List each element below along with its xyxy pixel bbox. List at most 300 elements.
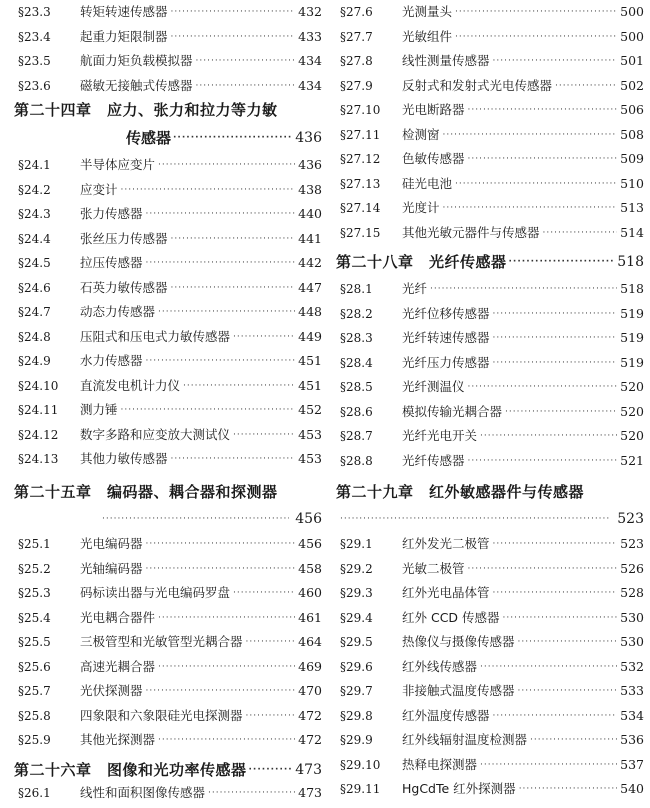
dot-leader [158, 655, 295, 679]
page-number: 432 [298, 4, 322, 19]
chapter-heading[interactable] [14, 98, 322, 122]
section-number: §24.1 [18, 158, 51, 172]
page-number: 520 [620, 428, 644, 443]
toc-entry[interactable] [14, 276, 322, 300]
section-title: 光纤测温仪 [402, 379, 465, 394]
section-title: 石英力敏传感器 [80, 279, 168, 295]
dot-leader [455, 25, 617, 49]
page-number: 509 [620, 151, 644, 166]
section-title: 三极管型和光敏管型光耦合器 [80, 634, 243, 649]
page-number: 534 [620, 707, 644, 723]
chapter-heading[interactable] [14, 758, 322, 782]
section-number: §24.12 [18, 427, 59, 442]
dot-leader [158, 728, 295, 752]
section-number: §25.6 [18, 659, 51, 674]
page-number: 456 [295, 511, 322, 527]
page-number: 472 [298, 732, 322, 747]
toc-entry[interactable] [336, 449, 644, 473]
section-title: 转矩转速传感器 [80, 4, 168, 19]
section-title: 动态力传感器 [80, 304, 156, 319]
section-number: §25.9 [18, 733, 51, 747]
chapter-heading[interactable] [336, 250, 644, 274]
dot-leader [340, 507, 611, 531]
section-number: §24.11 [18, 403, 59, 417]
page-number: 519 [620, 305, 644, 321]
section-title: 线性测量传感器 [402, 53, 490, 68]
section-number: §29.11 [340, 782, 381, 796]
page-number: 506 [620, 102, 644, 117]
toc-entry[interactable] [336, 0, 644, 24]
page-number: 460 [298, 585, 322, 600]
dot-leader [146, 251, 296, 275]
dot-leader [493, 351, 618, 375]
dot-leader [146, 202, 296, 226]
section-number: §25.2 [18, 561, 51, 576]
chapter-heading-continued[interactable] [14, 126, 322, 150]
section-number: §23.3 [18, 5, 51, 19]
page-number: 510 [620, 175, 644, 191]
toc-entry[interactable] [14, 606, 322, 630]
dot-leader [121, 178, 296, 202]
section-number: §27.14 [340, 201, 381, 215]
page-number: 536 [620, 732, 644, 747]
toc-entry[interactable] [14, 374, 322, 398]
toc-entry[interactable] [336, 679, 644, 703]
section-title: 光电断路器 [402, 102, 465, 117]
toc-entry[interactable] [14, 781, 322, 805]
toc-entry[interactable] [336, 123, 644, 147]
section-title: 张力传感器 [80, 206, 143, 221]
toc-entry[interactable] [336, 704, 644, 728]
section-number: §29.4 [340, 610, 373, 625]
toc-entry[interactable] [14, 728, 322, 752]
page-number: 513 [620, 200, 644, 215]
chapter-title: 第二十五章 编码器、耦合器和探测器 [14, 483, 278, 501]
page-number: 523 [617, 511, 644, 527]
toc-entry[interactable] [336, 351, 644, 375]
dot-leader [146, 349, 296, 373]
dot-leader [509, 250, 616, 274]
dot-leader [555, 74, 617, 98]
toc-entry[interactable] [336, 557, 644, 581]
section-title: 红外线辐射温度检测器 [402, 732, 528, 747]
section-number: §28.3 [340, 331, 373, 345]
dot-leader [493, 704, 618, 728]
toc-entry[interactable] [336, 49, 644, 73]
section-title: 其他力敏传感器 [80, 451, 168, 466]
section-title: 其他光敏元器件与传感器 [402, 224, 540, 240]
dot-leader [146, 679, 296, 703]
dot-leader [171, 227, 296, 251]
chapter-title: 第二十八章 光纤传感器 [336, 253, 507, 271]
section-number: §29.8 [340, 708, 373, 723]
dot-leader [455, 0, 617, 24]
page-number: 464 [298, 634, 322, 649]
section-title: 起重力矩限制器 [80, 28, 168, 44]
toc-entry[interactable] [14, 251, 322, 275]
section-title: 光纤压力传感器 [402, 354, 490, 370]
page-number: 447 [298, 279, 322, 295]
section-title: 模拟传输光耦合器 [402, 403, 503, 419]
toc-entry[interactable] [336, 581, 644, 605]
section-number: §29.10 [340, 757, 381, 772]
section-title: 拉压传感器 [80, 255, 143, 270]
page-number: 470 [298, 683, 322, 698]
section-title: 其他光探测器 [80, 732, 156, 747]
toc-entry[interactable] [14, 630, 322, 654]
section-number: §29.6 [340, 659, 373, 674]
toc-entry[interactable] [14, 0, 322, 24]
toc-entry[interactable] [336, 221, 644, 245]
toc-entry[interactable] [14, 679, 322, 703]
page-number: 433 [298, 28, 322, 44]
dot-leader [493, 532, 618, 556]
dot-leader [543, 221, 618, 245]
dot-leader [443, 196, 618, 220]
toc-entry[interactable] [14, 557, 322, 581]
section-title: HgCdTe 红外探测器 [402, 781, 516, 796]
page-number: 461 [298, 609, 322, 625]
toc-entry[interactable] [14, 49, 322, 73]
dot-leader [468, 375, 618, 399]
dot-leader [493, 326, 618, 350]
chapter-heading[interactable] [336, 480, 644, 504]
section-title: 测力锤 [80, 402, 118, 417]
section-title: 红外线传感器 [402, 658, 478, 674]
section-number: §27.6 [340, 5, 373, 19]
section-number: §29.7 [340, 684, 373, 698]
section-title: 非接触式温度传感器 [402, 683, 515, 698]
page-number: 500 [620, 4, 644, 19]
section-title: 光纤位移传感器 [402, 305, 490, 321]
section-title: 硅光电池 [402, 175, 453, 191]
dot-leader [246, 704, 296, 728]
section-title: 张丝压力传感器 [80, 230, 168, 246]
toc-entry[interactable] [14, 532, 322, 556]
toc-entry[interactable] [336, 147, 644, 171]
dot-leader [171, 276, 296, 300]
toc-entry[interactable] [336, 196, 644, 220]
page-number: 441 [298, 230, 322, 246]
page-number: 533 [620, 683, 644, 698]
toc-entry[interactable] [14, 153, 322, 177]
section-number: §27.13 [340, 176, 381, 191]
section-number: §23.4 [18, 29, 51, 44]
section-title: 色敏传感器 [402, 151, 465, 166]
section-title: 热像仪与摄像传感器 [402, 634, 515, 649]
section-title: 检测窗 [402, 126, 440, 142]
section-title: 航面力矩负载模拟器 [80, 53, 193, 68]
toc-entry[interactable] [336, 400, 644, 424]
dot-leader [493, 49, 618, 73]
toc-entry[interactable] [14, 349, 322, 373]
page-number: 501 [620, 53, 644, 68]
toc-entry[interactable] [336, 172, 644, 196]
dot-leader [196, 74, 296, 98]
dot-leader [503, 606, 618, 630]
section-number: §29.9 [340, 733, 373, 747]
page-number: 434 [298, 53, 322, 68]
dot-leader [158, 606, 295, 630]
page-number: 540 [620, 781, 644, 796]
section-title: 红外温度传感器 [402, 707, 490, 723]
dot-leader [519, 777, 617, 801]
section-number: §24.10 [18, 378, 59, 393]
page-number: 452 [298, 402, 322, 417]
section-number: §27.15 [340, 225, 381, 240]
section-number: §23.5 [18, 54, 51, 68]
section-number: §28.5 [340, 380, 373, 394]
page-number: 518 [617, 254, 644, 270]
dot-leader [480, 753, 617, 777]
section-title: 光纤传感器 [402, 452, 465, 468]
chapter-page-line[interactable] [336, 507, 644, 531]
dot-leader [246, 630, 296, 654]
dot-leader [480, 424, 617, 448]
toc-entry[interactable] [14, 202, 322, 226]
dot-leader [171, 447, 296, 471]
dot-leader [530, 728, 617, 752]
page-number: 520 [620, 379, 644, 394]
page-number: 537 [620, 756, 644, 772]
page-number: 448 [298, 304, 322, 319]
section-title: 四象限和六象限硅光电探测器 [80, 707, 243, 723]
page-number: 453 [298, 426, 322, 442]
section-title: 半导体应变片 [80, 157, 156, 172]
section-title: 磁敏无接触式传感器 [80, 77, 193, 93]
toc-entry[interactable] [336, 375, 644, 399]
page-number: 528 [620, 585, 644, 600]
section-title: 光度计 [402, 200, 440, 215]
section-title: 红外光电晶体管 [402, 585, 490, 600]
section-number: §26.1 [18, 786, 51, 800]
page-number: 451 [298, 377, 322, 393]
toc-entry[interactable] [14, 447, 322, 471]
page-number: 449 [298, 328, 322, 344]
dot-leader [183, 374, 295, 398]
section-title: 高速光耦合器 [80, 658, 156, 674]
page-number: 436 [295, 130, 322, 146]
section-number: §24.4 [18, 231, 51, 246]
toc-entry[interactable] [336, 302, 644, 326]
dot-leader [249, 758, 294, 782]
section-title: 数字多路和应变放大测试仪 [80, 426, 231, 442]
page-number: 442 [298, 255, 322, 270]
dot-leader [468, 449, 618, 473]
page-number: 440 [298, 206, 322, 221]
section-title: 压阻式和压电式力敏传感器 [80, 328, 231, 344]
section-number: §25.1 [18, 537, 51, 551]
section-number: §25.8 [18, 708, 51, 723]
page-number: 502 [620, 77, 644, 93]
section-title: 红外发光二极管 [402, 536, 490, 551]
dot-leader [518, 679, 618, 703]
page-number: 473 [298, 785, 322, 800]
chapter-title: 传感器 [126, 129, 172, 147]
section-title: 反射式和发射式光电传感器 [402, 77, 553, 93]
dot-leader [468, 147, 618, 171]
section-number: §24.9 [18, 354, 51, 368]
section-title: 光纤 [402, 281, 428, 296]
section-title: 水力传感器 [80, 353, 143, 368]
section-number: §27.12 [340, 152, 381, 166]
toc-entry[interactable] [336, 606, 644, 630]
page-number: 451 [298, 353, 322, 368]
section-title: 直流发电机计力仪 [80, 377, 181, 393]
dot-leader [233, 423, 295, 447]
section-number: §23.6 [18, 78, 51, 93]
section-number: §28.2 [340, 306, 373, 321]
toc-entry[interactable] [336, 25, 644, 49]
section-number: §25.5 [18, 635, 51, 649]
dot-leader [146, 532, 296, 556]
chapter-heading[interactable] [14, 480, 322, 504]
section-title: 光轴编码器 [80, 560, 143, 576]
page-number: 520 [620, 403, 644, 419]
chapter-page-line[interactable] [14, 507, 322, 531]
toc-entry[interactable] [336, 728, 644, 752]
section-number: §27.8 [340, 54, 373, 68]
page-number: 523 [620, 536, 644, 551]
section-number: §24.7 [18, 305, 51, 319]
dot-leader [493, 581, 618, 605]
dot-leader [430, 277, 617, 301]
toc-entry[interactable] [14, 300, 322, 324]
section-number: §24.6 [18, 280, 51, 295]
toc-entry[interactable] [14, 25, 322, 49]
section-number: §29.2 [340, 561, 373, 576]
toc-entry[interactable] [336, 753, 644, 777]
section-title: 光电编码器 [80, 536, 143, 551]
section-title: 光敏二极管 [402, 560, 465, 576]
section-title: 应变计 [80, 181, 118, 197]
toc-entry[interactable] [14, 581, 322, 605]
page-number: 436 [298, 157, 322, 172]
section-number: §29.5 [340, 635, 373, 649]
section-number: §25.4 [18, 610, 51, 625]
page-number: 514 [620, 224, 644, 240]
toc-entry[interactable] [336, 655, 644, 679]
toc-entry[interactable] [336, 277, 644, 301]
section-number: §28.4 [340, 355, 373, 370]
dot-leader [468, 557, 618, 581]
dot-leader [233, 581, 295, 605]
page-number: 530 [620, 634, 644, 649]
toc-entry[interactable] [336, 98, 644, 122]
toc-entry[interactable] [336, 532, 644, 556]
section-title: 红外 CCD 传感器 [402, 609, 500, 625]
dot-leader [171, 0, 296, 24]
dot-leader [443, 123, 618, 147]
page-number: 526 [620, 560, 644, 576]
toc-entry[interactable] [336, 424, 644, 448]
dot-leader [158, 300, 295, 324]
dot-leader [196, 49, 296, 73]
toc-entry[interactable] [14, 423, 322, 447]
page-number: 473 [295, 762, 322, 778]
toc-entry[interactable] [336, 74, 644, 98]
section-number: §24.13 [18, 452, 59, 466]
page-number: 469 [298, 658, 322, 674]
toc-entry[interactable] [14, 398, 322, 422]
section-number: §24.5 [18, 256, 51, 270]
page-number: 472 [298, 707, 322, 723]
dot-leader [158, 153, 295, 177]
dot-leader [102, 507, 289, 531]
toc-entry[interactable] [336, 630, 644, 654]
dot-leader [493, 302, 618, 326]
chapter-title: 第二十九章 红外敏感器件与传感器 [336, 483, 585, 501]
dot-leader [518, 630, 618, 654]
section-title: 光纤光电开关 [402, 428, 478, 443]
toc-entry[interactable] [14, 325, 322, 349]
section-number: §25.3 [18, 586, 51, 600]
section-number: §27.10 [340, 103, 381, 117]
chapter-title: 第二十四章 应力、张力和拉力等力敏 [14, 101, 278, 119]
page-number: 508 [620, 126, 644, 142]
page-number: 518 [620, 281, 644, 296]
dot-leader [146, 557, 296, 581]
dot-leader [468, 98, 618, 122]
section-title: 光测量头 [402, 4, 453, 19]
section-number: §24.8 [18, 329, 51, 344]
page-number: 458 [298, 560, 322, 576]
toc-entry[interactable] [14, 655, 322, 679]
page-number: 519 [620, 354, 644, 370]
toc-entry[interactable] [14, 227, 322, 251]
section-title: 光纤转速传感器 [402, 330, 490, 345]
page-number: 519 [620, 330, 644, 345]
section-title: 光敏组件 [402, 28, 453, 44]
toc-entry[interactable] [336, 326, 644, 350]
section-number: §24.2 [18, 182, 51, 197]
dot-leader [173, 126, 293, 150]
section-title: 热释电探测器 [402, 756, 478, 772]
dot-leader [233, 325, 295, 349]
section-title: 线性和面积图像传感器 [80, 785, 206, 800]
page-number: 453 [298, 451, 322, 466]
page-number: 530 [620, 609, 644, 625]
toc-entry[interactable] [336, 777, 644, 801]
toc-entry[interactable] [14, 704, 322, 728]
page-number: 521 [620, 452, 644, 468]
section-number: §29.3 [340, 586, 373, 600]
section-number: §29.1 [340, 537, 373, 551]
dot-leader [121, 398, 296, 422]
dot-leader [455, 172, 617, 196]
toc-entry[interactable] [14, 74, 322, 98]
page-number: 500 [620, 28, 644, 44]
page-number: 434 [298, 77, 322, 93]
section-number: §28.7 [340, 429, 373, 443]
page-number: 438 [298, 181, 322, 197]
section-number: §25.7 [18, 684, 51, 698]
section-number: §28.1 [340, 282, 373, 296]
section-number: §24.3 [18, 207, 51, 221]
section-title: 码标读出器与光电编码罗盘 [80, 585, 231, 600]
section-number: §27.7 [340, 29, 373, 44]
dot-leader [480, 655, 617, 679]
toc-entry[interactable] [14, 178, 322, 202]
section-number: §27.11 [340, 127, 381, 142]
section-title: 光电耦合器件 [80, 609, 156, 625]
page-number: 456 [298, 536, 322, 551]
section-number: §28.6 [340, 404, 373, 419]
page-number: 532 [620, 658, 644, 674]
dot-leader [208, 781, 295, 805]
chapter-title: 第二十六章 图像和光功率传感器 [14, 761, 247, 779]
dot-leader [171, 25, 296, 49]
